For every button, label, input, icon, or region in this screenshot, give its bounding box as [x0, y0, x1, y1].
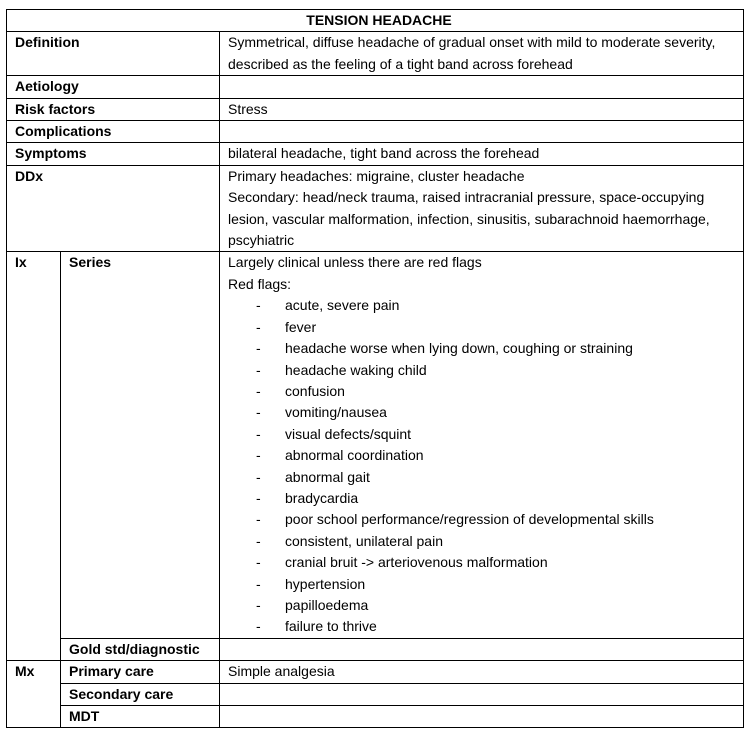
- definition-label: Definition: [7, 32, 220, 76]
- red-flag-item: - cranial bruit -> arteriovenous malformation: [228, 552, 743, 573]
- table-title: TENSION HEADACHE: [7, 10, 744, 32]
- aetiology-value: [220, 76, 744, 98]
- risk-factors-label: Risk factors: [7, 98, 220, 120]
- red-flag-item: - consistent, unilateral pain: [228, 531, 743, 552]
- primary-care-value: Simple analgesia: [220, 661, 744, 683]
- red-flag-item: - visual defects/squint: [228, 424, 743, 445]
- red-flags-label: Red flags:: [228, 275, 292, 292]
- series-label: Series: [61, 252, 220, 638]
- red-flag-item: - fever: [228, 317, 743, 338]
- ddx-value: [220, 165, 744, 252]
- red-flag-item: - confusion: [228, 381, 743, 402]
- secondary-care-value: [220, 683, 744, 705]
- row-ix-series: [7, 252, 744, 638]
- red-flags-list: [228, 295, 743, 638]
- red-flag-item: - bradycardia: [228, 488, 743, 509]
- red-flag-item: - vomiting/nausea: [228, 402, 743, 423]
- tension-headache-table: [6, 9, 744, 728]
- ddx-label: DDx: [7, 165, 220, 252]
- red-flag-item: - poor school performance/regression of developmental skills: [228, 509, 743, 530]
- complications-label: Complications: [7, 121, 220, 143]
- series-intro: Largely clinical unless there are red flags: [228, 254, 482, 271]
- row-aetiology: [7, 76, 744, 98]
- symptoms-label: Symptoms: [7, 143, 220, 165]
- mdt-label: MDT: [61, 706, 220, 728]
- ddx-secondary: Secondary: head/neck trauma, raised intracranial pressure, space-occupying lesion, vascular malformation, infection, sinusitis, subarachnoid haemorrhage, pscyhiatric: [228, 189, 710, 249]
- row-complications: [7, 121, 744, 143]
- mx-label: Mx: [7, 661, 61, 728]
- primary-care-label: Primary care: [61, 661, 220, 683]
- row-ix-gold: [7, 638, 744, 660]
- row-mx-mdt: [7, 706, 744, 728]
- row-risk-factors: [7, 98, 744, 120]
- red-flag-item: - papilloedema: [228, 595, 743, 616]
- row-definition: [7, 32, 744, 76]
- red-flag-item: - acute, severe pain: [228, 295, 743, 316]
- red-flag-item: - abnormal coordination: [228, 445, 743, 466]
- row-mx-secondary: [7, 683, 744, 705]
- secondary-care-label: Secondary care: [61, 683, 220, 705]
- row-symptoms: [7, 143, 744, 165]
- symptoms-value: bilateral headache, tight band across the forehead: [220, 143, 744, 165]
- red-flag-item: - headache worse when lying down, coughing or straining: [228, 338, 743, 359]
- row-mx-primary: [7, 661, 744, 683]
- red-flag-item: - hypertension: [228, 574, 743, 595]
- red-flag-item: - abnormal gait: [228, 467, 743, 488]
- definition-value: Symmetrical, diffuse headache of gradual onset with mild to moderate severity, described as the feeling of a tight band across forehead: [220, 32, 744, 76]
- red-flag-item: - failure to thrive: [228, 616, 743, 637]
- complications-value: [220, 121, 744, 143]
- ddx-primary: Primary headaches: migraine, cluster headache: [228, 167, 525, 184]
- aetiology-label: Aetiology: [7, 76, 220, 98]
- series-value: [220, 252, 744, 638]
- ix-label: Ix: [7, 252, 61, 661]
- gold-std-value: [220, 638, 744, 660]
- row-ddx: [7, 165, 744, 252]
- mdt-value: [220, 706, 744, 728]
- gold-std-label: Gold std/diagnostic: [61, 638, 220, 660]
- red-flag-item: - headache waking child: [228, 360, 743, 381]
- risk-factors-value: Stress: [220, 98, 744, 120]
